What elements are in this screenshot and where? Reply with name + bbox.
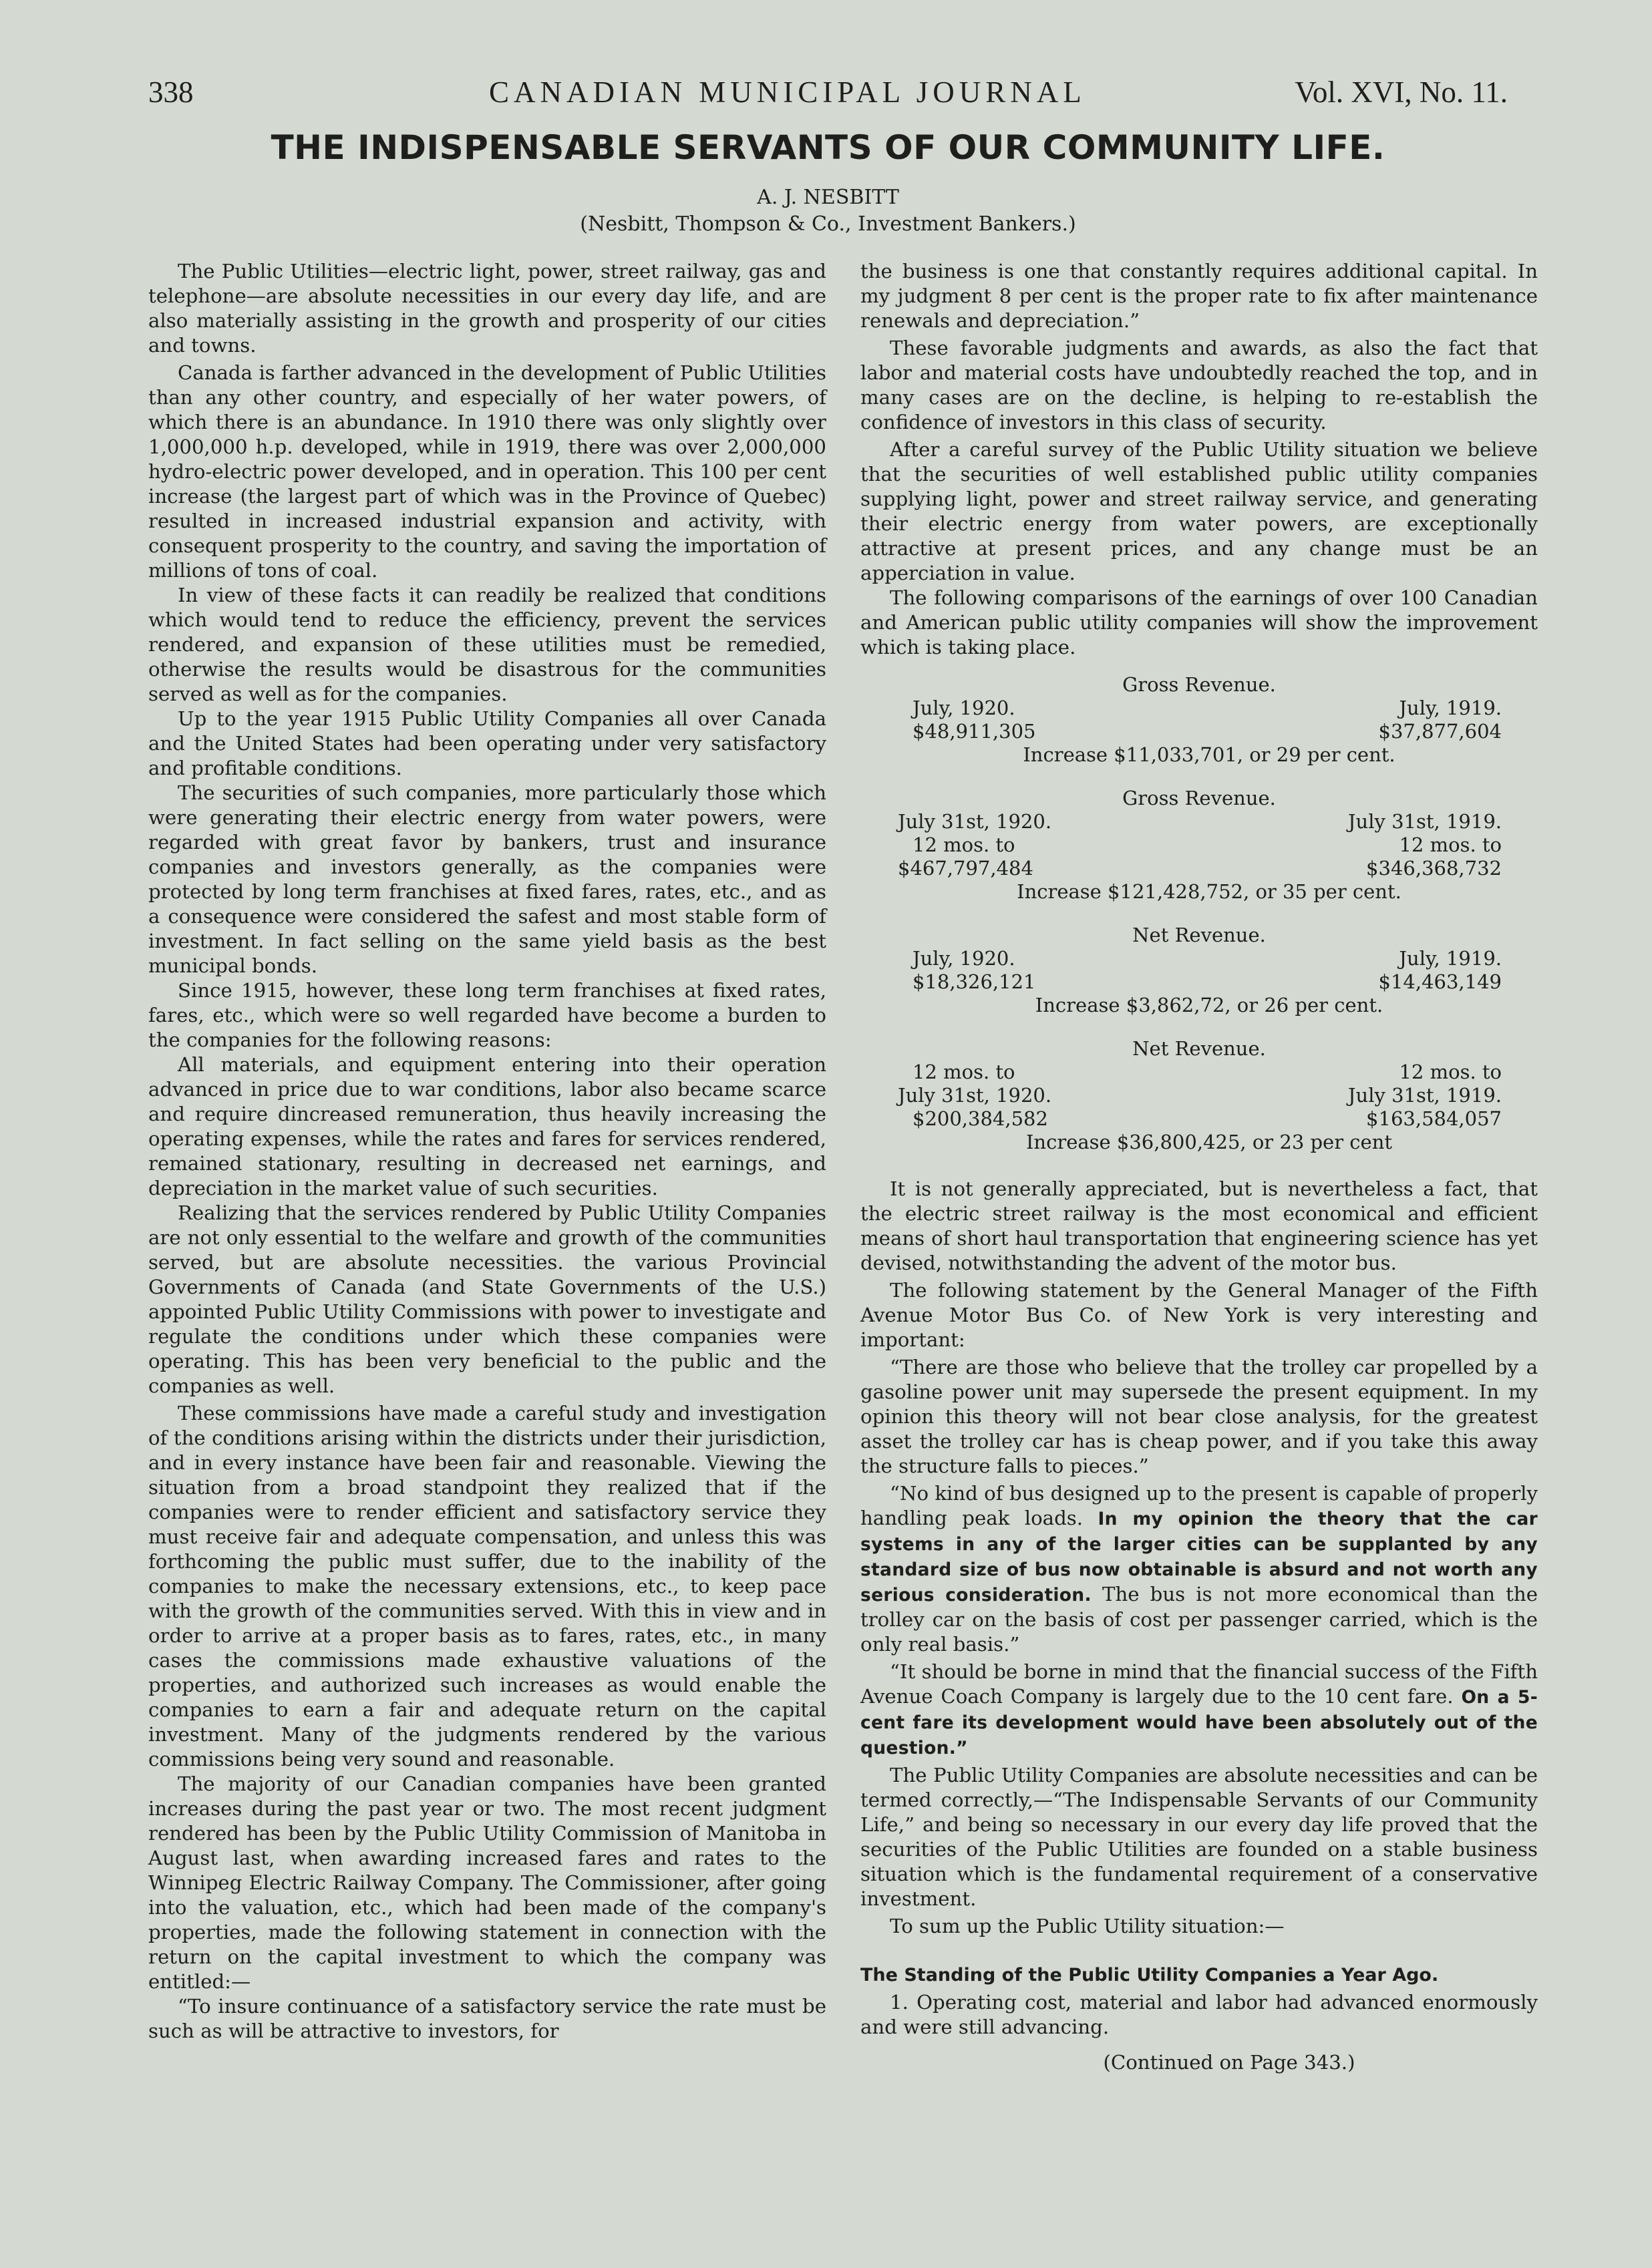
table-row [860, 720, 1538, 743]
volume-number: Vol. XVI, No. 11. [1295, 75, 1508, 109]
table-cell: July 31st, 1919. [1347, 810, 1502, 833]
right-column [860, 259, 1538, 2075]
section-subheading: The Standing of the Public Utility Companies a Year Ago. [860, 1965, 1439, 1986]
paragraph: These favorable judgments and awards, as also the fact that labor and material costs have undoubtedly reached the top, and in many cases are on the decline, is helping to re-establish the confidence of investors in this class of security. [860, 337, 1538, 433]
table-title: Gross Revenue. [1122, 673, 1276, 696]
paragraph: The majority of our Canadian companies have been granted increases during the past year or two. The most recent judgment rendered has been by the Public Utility Commission of Manitoba in August last, when awarding increased fares and rates to the Winnipeg Electric Railway Company. The Commissioner, after going into the valuation, etc., which had been made of the company's properties, made the following statement in connection with the return on the capital investment to which the company was entitled:— [148, 1772, 826, 1993]
continued-note: (Continued on Page 343.) [1103, 2051, 1355, 2074]
table-cell: $48,911,305 [913, 720, 1036, 743]
table-title: Net Revenue. [1132, 924, 1266, 946]
quote-text: “No kind of bus designed up to the present is capable of properly handling peak loads. [860, 1482, 1538, 1529]
table-row [860, 1061, 1538, 1084]
running-head [148, 75, 1508, 115]
table-cell: $346,368,732 [1366, 857, 1502, 880]
table-cell: July, 1920. [913, 697, 1015, 719]
article-title: THE INDISPENSABLE SERVANTS OF OUR COMMUNITY LIFE. [271, 128, 1385, 167]
paragraph: “To insure continuance of a satisfactory service the rate must be such as will be attractive to investors, for [148, 1995, 826, 2042]
quote-text: The bus is not more economical than the trolley car on the basis of cost per passenger carried, which is the only real basis.” [860, 1583, 1538, 1656]
table-increase: Increase $3,862,72, or 26 per cent. [1035, 994, 1383, 1016]
paragraph: The following comparisons of the earnings of over 100 Canadian and American public utility companies will show the improvement which is taking place. [860, 586, 1538, 658]
bold-quote-text: In my opinion the theory that the car systems in any of the larger cities can be supplanted by any standard size of bus now obtainable is absurd and not worth any serious consideration. [860, 1509, 1538, 1605]
table-title: Gross Revenue. [1122, 787, 1276, 809]
paragraph [860, 1660, 1538, 1760]
paragraph: After a careful survey of the Public Utility situation we believe that the securities of well established public utility companies supplying light, power and street railway service, and generating their electric energy from water powers, are exceptionally attractive at present prices, and any change must be an apperciation in value. [860, 438, 1538, 584]
table-cell: July 31st, 1920. [898, 1084, 1052, 1107]
table-cell: $14,463,149 [1378, 970, 1502, 993]
paragraph: The Public Utility Companies are absolute necessities and can be termed correctly,—“The Indispensable Servants of our Community Life,” and being so necessary in our every day life proved that the securities of the Public Utilities are founded on a stable business situation which is the fundamental requirement of a conservative investment. [860, 1764, 1538, 1910]
table-row [860, 810, 1538, 833]
table-row [860, 947, 1538, 970]
page-number: 338 [148, 75, 194, 109]
paragraph: To sum up the Public Utility situation:— [890, 1915, 1285, 1937]
table-row [860, 857, 1538, 880]
table-cell: July, 1920. [913, 947, 1015, 970]
table-row [860, 833, 1538, 857]
table-cell: July, 1919. [1399, 697, 1502, 719]
paragraph [860, 1481, 1538, 1657]
paragraph: the business is one that constantly requires additional capital. In my judgment 8 per cent is the proper rate to fix after maintenance renewals and depreciation.” [860, 260, 1538, 332]
paragraph: 1. Operating cost, material and labor had advanced enormously and were still advancing. [860, 1991, 1538, 2038]
table-row [860, 970, 1538, 994]
table-cell: $200,384,582 [913, 1107, 1048, 1130]
paragraph: Since 1915, however, these long term franchises at fixed rates, fares, etc., which were so well regarded have become a burden to the companies for the following reasons: [148, 979, 826, 1051]
paragraph: The Public Utilities—electric light, power, street railway, gas and telephone—are absolute necessities in our every day life, and are also materially assisting in the growth and prosperity of our cities and towns. [148, 260, 826, 357]
revenue-table [860, 673, 1538, 1154]
paragraph: The following statement by the General Manager of the Fifth Avenue Motor Bus Co. of New York is very interesting and important: [860, 1279, 1538, 1351]
paragraph: “There are those who believe that the trolley car propelled by a gasoline power unit may supersede the present equipment. In my opinion this theory will not bear close analysis, for the greatest asset the trolley car has is cheap power, and if you take this away the structure falls to pieces.” [860, 1356, 1538, 1477]
table-cell: $467,797,484 [898, 857, 1033, 880]
table-cell: $163,584,057 [1366, 1107, 1502, 1130]
table-row [860, 697, 1538, 720]
table-cell: July 31st, 1919. [1347, 1084, 1502, 1107]
table-title: Net Revenue. [1132, 1037, 1266, 1060]
paragraph: All materials, and equipment entering into their operation advanced in price due to war conditions, labor also became scarce and require dincreased remuneration, thus heavily increasing the operating expenses, while the rates and fares for services rendered, remained stationary, resulting in decreased net earnings, and depreciation in the market value of such securities. [148, 1053, 826, 1199]
table-increase: Increase $11,033,701, or 29 per cent. [1023, 743, 1395, 766]
journal-title: CANADIAN MUNICIPAL JOURNAL [489, 75, 1086, 109]
table-cell: 12 mos. to [1399, 833, 1502, 856]
paragraph: It is not generally appreciated, but is nevertheless a fact, that the electric street railway is the most economical and efficient means of short haul transportation that engineering science has yet devised, notwithstanding the advent of the motor bus. [860, 1177, 1538, 1274]
table-cell: $18,326,121 [913, 970, 1036, 993]
table-cell: July 31st, 1920. [898, 810, 1052, 833]
left-column [148, 259, 826, 2044]
table-cell: 12 mos. to [913, 833, 1015, 856]
paragraph: In view of these facts it can readily be realized that conditions which would tend to reduce the efficiency, prevent the services rendered, and expansion of these utilities must be remedied, otherwise the results would be disastrous for the communities served as well as for the companies. [148, 584, 826, 705]
table-row [860, 1107, 1538, 1131]
table-cell: $37,877,604 [1378, 720, 1502, 743]
table-row [860, 1084, 1538, 1107]
paragraph: These commissions have made a careful study and investigation of the conditions arising within the districts under their jurisdiction, and in every instance have been fair and reasonable. Viewing the situation from a broad standpoint they realized that if the companies were to render efficient and satisfactory service they must receive fair and adequate compensation, and unless this was forthcoming the public must suffer, due to the inability of the companies to make the necessary extensions, etc., to keep pace with the growth of the communities served. With this in view and in order to arrive at a proper basis as to fares, rates, etc., in many cases the commissions made exhaustive valuations of the properties, and authorized such increases as would enable the companies to earn a fair and adequate return on the capital investment. Many of the judgments rendered by the various commissions being very sound and reasonable. [148, 1402, 826, 1770]
table-cell: July, 1919. [1399, 947, 1502, 970]
paragraph: Realizing that the services rendered by Public Utility Companies are not only essential to the welfare and growth of the communities served, but are absolute necessities. the various Provincial Governments of Canada (and State Governments of the U.S.) appointed Public Utility Commissions with power to investigate and regulate the conditions under which these companies were operating. This has been very beneficial to the public and the companies as well. [148, 1201, 826, 1397]
article-affiliation: (Nesbitt, Thompson & Co., Investment Bankers.) [580, 212, 1076, 236]
paragraph: Up to the year 1915 Public Utility Companies all over Canada and the United States had been operating under very satisfactory and profitable conditions. [148, 707, 826, 779]
table-cell: 12 mos. to [913, 1061, 1015, 1083]
table-increase: Increase $36,800,425, or 23 per cent [1025, 1131, 1393, 1153]
quote-text: “It should be borne in mind that the financial success of the Fifth Avenue Coach Company is largely due to the 10 cent fare. [860, 1660, 1538, 1708]
paragraph: Canada is farther advanced in the development of Public Utilities than any other country, and especially of her water powers, of which there is an abundance. In 1910 there was only slightly over 1,000,000 h.p. developed, while in 1919, there was over 2,000,000 hydro-electric power developed, and in operation. This 100 per cent increase (the largest part of which was in the Province of Quebec) resulted in increased industrial expansion and activity, with consequent prosperity to the country, and saving the importation of millions of tons of coal. [148, 361, 826, 582]
table-increase: Increase $121,428,752, or 35 per cent. [1017, 880, 1401, 903]
article-author: A. J. NESBITT [757, 186, 899, 209]
bold-quote-text: On a 5-cent fare its development would have been absolutely out of the question.” [860, 1687, 1538, 1758]
paragraph: The securities of such companies, more particularly those which were generating their electric energy from water powers, were regarded with great favor by bankers, trust and insurance companies and investors generally, as the companies were protected by long term franchises at fixed fares, rates, etc., and as a consequence were considered the safest and most stable form of investment. In fact selling on the same yield basis as the best municipal bonds. [148, 781, 826, 977]
table-cell: 12 mos. to [1399, 1061, 1502, 1083]
